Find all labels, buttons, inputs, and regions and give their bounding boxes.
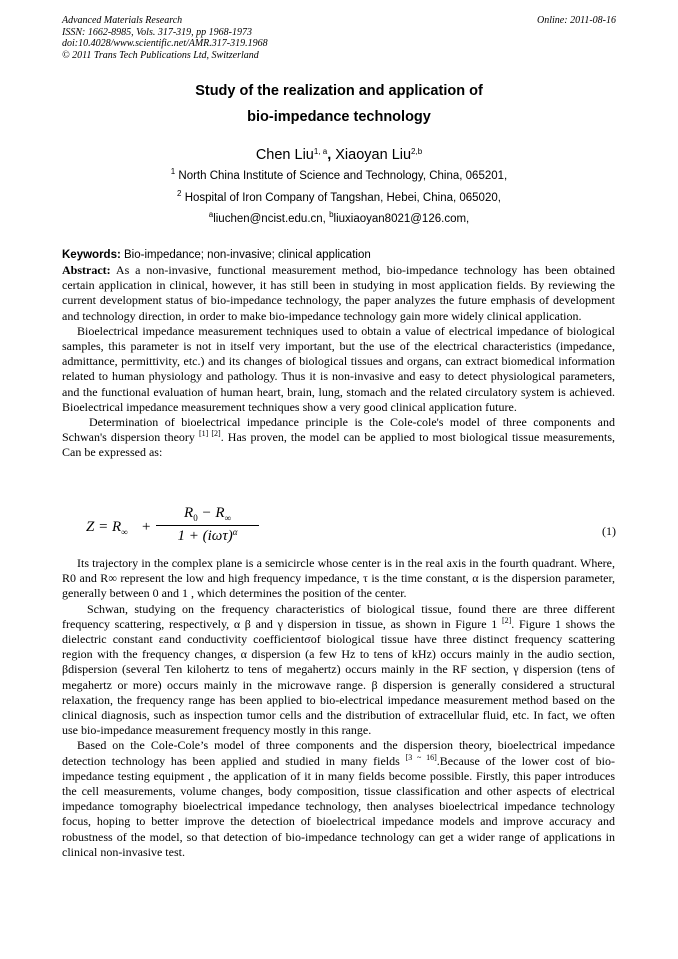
- author-separator: ,: [327, 147, 336, 163]
- email-line: [0, 210, 678, 225]
- email-b-sup: b: [329, 210, 334, 219]
- paragraph-2: [62, 415, 615, 461]
- body-text-bottom: [62, 556, 615, 860]
- issn-line: ISSN: 1662-8985, Vols. 317-319, pp 1968-1973: [62, 26, 252, 38]
- paragraph-2-text-a: Determination of bioelectrical impedance principle is the Cole-cole's model of three components and Schwan's dispersion theory: [62, 415, 615, 445]
- paragraph-4-text-b: . Figure 1 shows the dielectric constant εand conductivity coefficientσof biological tissue have three distinct frequency scattering region with the frequency changes, α dispersion (a few Hz to tens of kHz) occurs mainly in the audio section, βdispersion (several Ten kilohertz to tens of megahertz) occurs mainly in the RF section, γ dispersion (tens of megahertz or more) occurs mainly in the microwave range. β dispersion is generally considered a structural relaxation, the frequency range has been applied to bio-electrical impedance measurement method based on the clinical diagnosis, such as inspection tumor cells and the distribution of extracellular fluid, etc. In fact, we often use bio-impedance measurement frequency mostly in this range.: [62, 616, 615, 738]
- title-line-1: Study of the realization and application of: [195, 83, 483, 99]
- keywords-text: Bio-impedance; non-invasive; clinical application: [124, 249, 371, 261]
- paragraph-5-text-b: .Because of the lower cost of bio-impedance testing equipment , the application of it in many fields become possible. Firstly, this paper introduces the cell measurements, volume changes, body composition, tissue classification and other aspects of electrical impedance tomography bioelectrical impedance technology, then analyses bioelectrical impedance technology focus, hoping to better improve the detection of bioelectrical impedance models and improve accuracy and robustness of the model, so that detection of bio-impedance technology can get a wider range of applications in clinical non-invasive test.: [62, 753, 616, 859]
- online-date: Online: 2011-08-16: [537, 15, 616, 26]
- paragraph-2-text-b: . Has proven, the model can be applied to most biological tissue measurements, Can be expressed as:: [62, 430, 616, 460]
- paragraph-4-text-a: Schwan, studying on the frequency characteristics of biological tissue, found there are three different frequency scattering, respectively, α β and γ dispersion in tissue, as shown in Figure 1: [62, 601, 615, 631]
- copyright-line: © 2011 Trans Tech Publications Ltd, Switzerland: [62, 49, 259, 61]
- paragraph-5-ref: [3 ~ 16]: [405, 752, 437, 762]
- abstract-paragraph: [62, 263, 615, 324]
- body-text-top: [62, 263, 615, 461]
- journal-header: [62, 15, 268, 61]
- doi-line: doi:10.4028/www.scientific.net/AMR.317-319.1968: [62, 38, 268, 49]
- paragraph-4: [62, 602, 615, 739]
- equation-denominator: $1 + (i\omega\tau)^\alpha$: [177, 527, 238, 544]
- paragraph-5: [62, 738, 615, 860]
- equation-number: (1): [602, 524, 616, 538]
- author-2-sup: 2,b: [411, 147, 423, 156]
- affiliation-1-sup: 1: [170, 167, 176, 176]
- journal-name: Advanced Materials Research: [62, 15, 183, 26]
- title-line-2: bio-impedance technology: [247, 109, 431, 125]
- paragraph-5-text-a: Based on the Cole-Cole’s model of three components and the dispersion theory, bioelectrical impedance detection technology has been applied and studied in many fields: [62, 738, 615, 768]
- equation-fraction: [156, 505, 259, 545]
- affiliation-1: [0, 167, 678, 182]
- email-a: liuchen@ncist.edu.cn,: [213, 213, 326, 225]
- abstract-text: As a non-invasive, functional measurement method, bio-impedance technology has been obtained certain application in clinical, however, it has still been in studying in most application fields. By reviewing the current development status of bio-impedance technology, the paper analyzes the future emphasis of development and technology direction, in order to make bio-impedance technology gain more widely clinical application.: [62, 263, 615, 323]
- affiliation-2-sup: 2: [177, 189, 182, 198]
- abstract-label: Abstract:: [62, 263, 111, 277]
- email-b: liuxiaoyan8021@126.com,: [333, 213, 470, 225]
- paragraph-1: Bioelectrical impedance measurement techniques used to obtain a value of electrical impedance of biological samples, this parameter is not in itself very important, but the use of the electrical characteristics (impedance, admittance, permittivity, etc.) and its changes of biological tissues and organs, can extract biomedical information related to human physiology and pathology. Thus it is non-invasive and easy to detect physiological parameters, and the functional evaluation of human heart, brain, lung, stomach and the related circulatory system is achieved. Bioelectrical impedance measurement techniques show a very good clinical application future.: [62, 323, 615, 414]
- author-line: [0, 147, 678, 163]
- affiliation-2: [0, 189, 678, 204]
- paragraph-3: Its trajectory in the complex plane is a semicircle whose center is in the real axis in the fourth quadrant. Where, R0 and R∞ represent the low and high frequency impedance, τ is the time constant, α is the dispersion parameter, generally between 0 and 1 , which determines the position of the center.: [62, 556, 615, 601]
- author-1-sup: 1, a: [313, 147, 328, 156]
- equation-lhs: $Z = R_\infty$: [86, 519, 128, 537]
- author-1-name: Chen Liu: [255, 147, 314, 163]
- equation-numerator: $R_0 - R_\infty$: [184, 505, 231, 523]
- equation-1: [86, 505, 286, 555]
- fraction-bar: [156, 525, 259, 526]
- keywords-label: Keywords:: [62, 249, 121, 261]
- paragraph-4-ref: [2]: [501, 615, 512, 625]
- email-a-sup: a: [208, 210, 214, 219]
- author-2-name: Xiaoyan Liu: [335, 147, 412, 163]
- equation-plus: +: [142, 519, 151, 535]
- keywords-line: [62, 249, 371, 261]
- affiliation-1-text: North China Institute of Science and Technology, China, 065201,: [178, 170, 508, 182]
- affiliation-2-text: Hospital of Iron Company of Tangshan, Hebei, China, 065020,: [184, 192, 501, 204]
- paragraph-2-ref: [1] [2]: [199, 429, 221, 439]
- equation-inf-sub: ∞: [121, 527, 128, 537]
